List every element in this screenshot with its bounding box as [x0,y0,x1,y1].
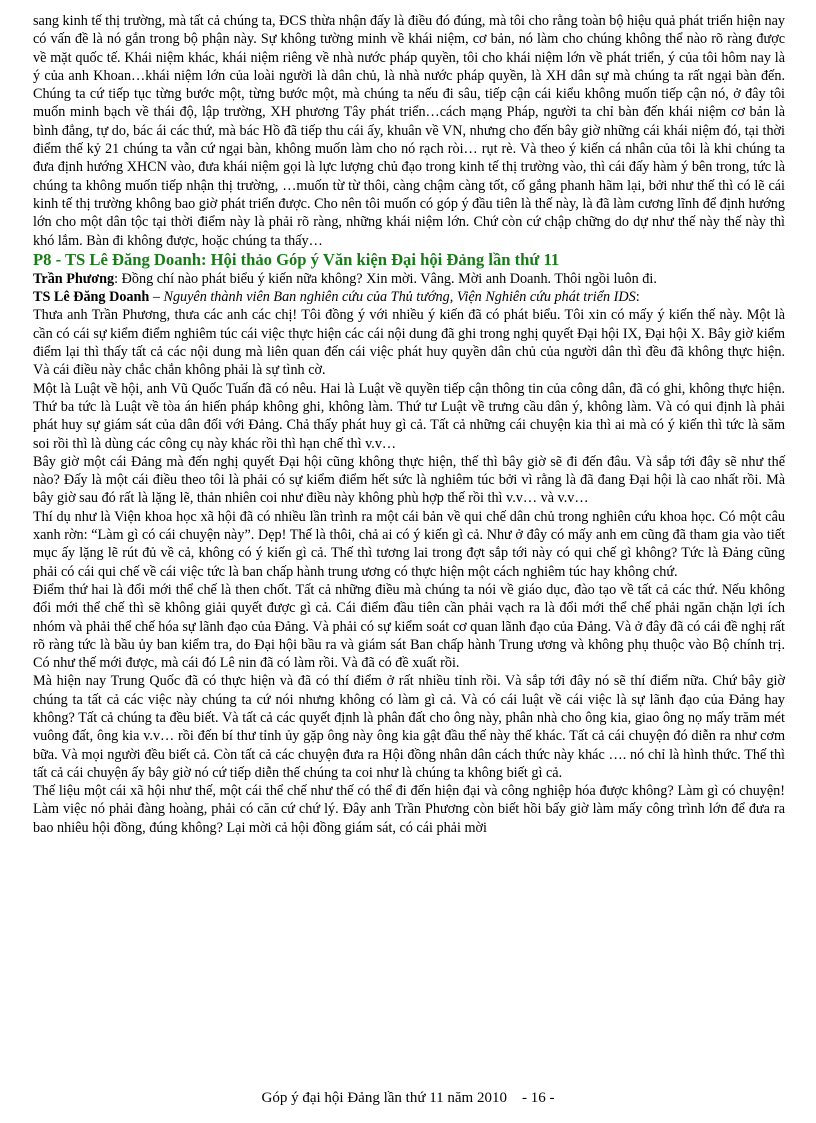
body-paragraph: Điểm thứ hai là đổi mới thể chế là then chốt. Tất cả những điều mà chúng ta nói về giáo dục, đào tạo về tất cả các thứ. Nếu không đổi mới thể chế thì sẽ không giải quyết được gì cả. Cái điểm đầu tiên cần phải vạch ra là đổi mới thể chế phải ngăn chặn lợi ích nhóm và phải thể chế hóa sự lãnh đạo của Đảng. Và phải có sự kiểm soát cơ quan lãnh đạo của Đảng. Và ở đây đã có cái đề nghị rất rõ ràng tức là bầu ủy ban kiểm tra, do Đại hội bầu ra và giám sát Ban chấp hành Trung ương và không phụ thuộc vào Bộ chính trị. Có như thế mới được, mà cái đó Lê nin đã có làm rồi. Và đã có đề xuất rồi. [33,581,785,672]
speaker-name: TS Lê Đăng Doanh [33,289,150,306]
document-page [33,12,785,837]
section-heading: P8 - TS Lê Đăng Doanh: Hội thảo Góp ý Văn kiện Đại hội Đảng lần thứ 11 [33,249,560,269]
body-paragraph: Thí dụ như là Viện khoa học xã hội đã có nhiều lần trình ra một cái bản về qui chế dân chủ trong nghiên cứu khoa học. Có một câu xanh rờn: “Làm gì có cái chuyện này”. Dẹp! Thế là thôi, chả ai có ý kiến gì cả. Như ở đây có mấy anh em cũng đã tham gia vào tiết mục ấy lặng lẽ rút đủ về cả, không có ý kiến gì cả. Thế thì tương lai trong đợt sắp tới này có qui chế gì không? Tức là Đảng cũng phải có cái qui chế về cái việc tức là ban chấp hành trung ương có thực hiện một cách nghiêm túc hay không chứ. [33,508,785,580]
speaker-title: Nguyên thành viên Ban nghiên cứu của Thủ tướng, Viện Nghiên cứu phát triển IDS [163,289,636,306]
speaker-dash: – [149,289,164,306]
body-paragraph: Mà hiện nay Trung Quốc đã có thực hiện và đã có thí điểm ở rất nhiều tỉnh rồi. Và sắp tới đây nó sẽ thí điểm nữa. Chứ bây giờ chúng ta tất cả các việc này chúng ta cứ nói nhưng không có làm gì cả. Và có cái luật về cái việc là sự lãnh đạo của Đảng hay không? Tất cả chúng ta đều biết. Và tất cả các quyết định là phân đất cho ông này, phân nhà cho ông kia, giao ông nọ mấy trăm mét vuông đất, ông kia v.v… rồi đến bí thư tỉnh ủy gặp ông này ông kia gật đầu thế này thế khác. Tất cả cái chuyện đó diễn ra như cơm bữa. Và mọi người đều biết cả. Còn tất cả các chuyện đưa ra Hội đồng nhân dân cách thức này khác …. nó chỉ là hình thức. Thế thì tất cả cái chuyện ấy bây giờ nó cứ tiếp diễn thế chúng ta coi như là chúng ta không biết gì cả. [33,673,785,781]
speaker-line [33,288,785,306]
body-paragraph: Bây giờ một cái Đảng mà đến nghị quyết Đại hội cũng không thực hiện, thế thì bây giờ sẽ đi đến đâu. Và sắp tới đây sẽ như thế nào? Đấy là một cái điều theo tôi là phải có sự kiểm điểm hết sức là nghiêm túc bởi vì rằng là đã đang Đại hội là cao nhất rồi. Mà bây giờ sau đó rất là lặng lẽ, thản nhiên coi như điều này không phù hợp thế rồi thì v.v… và v.v… [33,453,785,507]
body-paragraph: Thế liệu một cái xã hội như thế, một cái thể chế như thế có thể đi đến hiện đại và công nghiệp hóa được không? Làm gì có chuyện! Làm việc nó phải đàng hoàng, phải có căn cứ chứ lý. Đây anh Trần Phương còn biết hồi bấy giờ làm mấy công trình lớn để đưa ra bao nhiêu hội đồng, đúng không? Lại mời cả hội đồng giám sát, có cái phải mời [33,783,785,836]
page-footer: Góp ý đại hội Đảng lần thứ 11 năm 2010 - 16 - [261,1090,555,1106]
moderator-line [33,270,785,288]
intro-paragraph: sang kinh tế thị trường, mà tất cả chúng ta, ĐCS thừa nhận đấy là điều đó đúng, mà tôi cho rằng toàn bộ hiệu quả phát triển hiện nay có vấn đề là nó gắn trong bộ phận này. Sự không tường minh về khái niệm, cơ bản, nó làm cho chúng không thể nào rõ ràng được về mặt quốc tế. Khái niệm khác, khái niệm riêng về nhà nước pháp quyền, tôi cho khái niệm lớn về phát triển, ý của tôi hôm nay là ý của anh Khoan…khái niệm lớn của loài người là dân chủ, là nhà nước pháp quyền, là XH dân sự mà chúng ta rất ngại bàn đến. Chúng ta cứ tiếp tục từng bước một, từng bước một, mà chúng ta nếu đi sâu, tiếp cận cái kiểu không muốn tiếp cận nó, ở đây tôi muốn minh bạch về thái độ, lập trường, XH phương Tây phát triển…cách mạng Pháp, người ta chỉ bàn đến khái niệm cơ bản là bình đẳng, tự do, bác ái các thứ, mà bác Hồ đã tiếp thu cái ấy, khuân về VN, nhưng cho đến bây giờ những cái khái niệm đó, tại thời điểm thế kỷ 21 chúng ta vẫn cứ ngại bàn, không muốn làm cho nó rạch ròi… rụt rè. Và theo ý kiến cá nhân của tôi là khi chúng ta đưa định hướng XHCN vào, đưa khái niệm gọi là lực lượng chủ đạo trong kinh tế thị trường vào, thì cái đấy hàm ý bên trong, tức là chúng ta không muốn tiếp nhận thị trường, …muốn từ từ thôi, càng chậm càng tốt, cố gắng phanh hãm lại, bởi như thế thì có lẽ cái kinh tế thị trường không bao giờ phát triển được. Cho nên tôi muốn có góp ý đầu tiên là thế này, là đã làm cương lĩnh để định hướng lớn cho một dân tộc tại thời điểm này là phải rõ ràng, những khái niệm lớn. Chứ còn cứ chập chững do dự như thế này thế này thì khó lắm. Bàn đi không được, hoặc chúng ta thấy… [33,13,785,249]
body-paragraph: Một là Luật về hội, anh Vũ Quốc Tuấn đã có nêu. Hai là Luật về quyền tiếp cận thông tin của công dân, đã có ghi, không thực hiện. Thứ ba tức là Luật về tòa án hiến pháp không ghi, không làm. Thứ tư Luật về trưng cầu dân ý, không làm. Và có qui định là phải phát huy sự giám sát của dân đối với Đảng. Chả thấy phát huy gì cả. Tất cả những cái chuyện kia thì ai mà có ý kiến thì tức là săm soi rồi thì là dùng các công cụ này khác rồi thì hạn chế thì v.v… [33,380,785,452]
moderator-name: Trần Phương [33,270,115,287]
moderator-text: : Đồng chí nào phát biểu ý kiến nữa không? Xin mời. Vâng. Mời anh Doanh. Thôi ngồi luôn đi. [114,270,657,287]
speaker-colon: : [635,289,640,306]
body-paragraph: Thưa anh Trần Phương, thưa các anh các chị! Tôi đồng ý với nhiều ý kiến đã có phát biểu. Tôi xin có mấy ý kiến thế này. Một là cần có cái sự kiểm điểm nghiêm túc cái việc thực hiện các cái nội dung đã ghi trong nghị quyết Đại hội IX, Đại hội X. Bây giờ kiểm điểm lại thì thấy tất cả các nội dung mà liên quan đến cái việc phát huy quyền dân chủ của người dân thì đều đã không thực hiện. Và cái điều này chắc chắn không phải là sự tình cờ. [33,307,785,379]
